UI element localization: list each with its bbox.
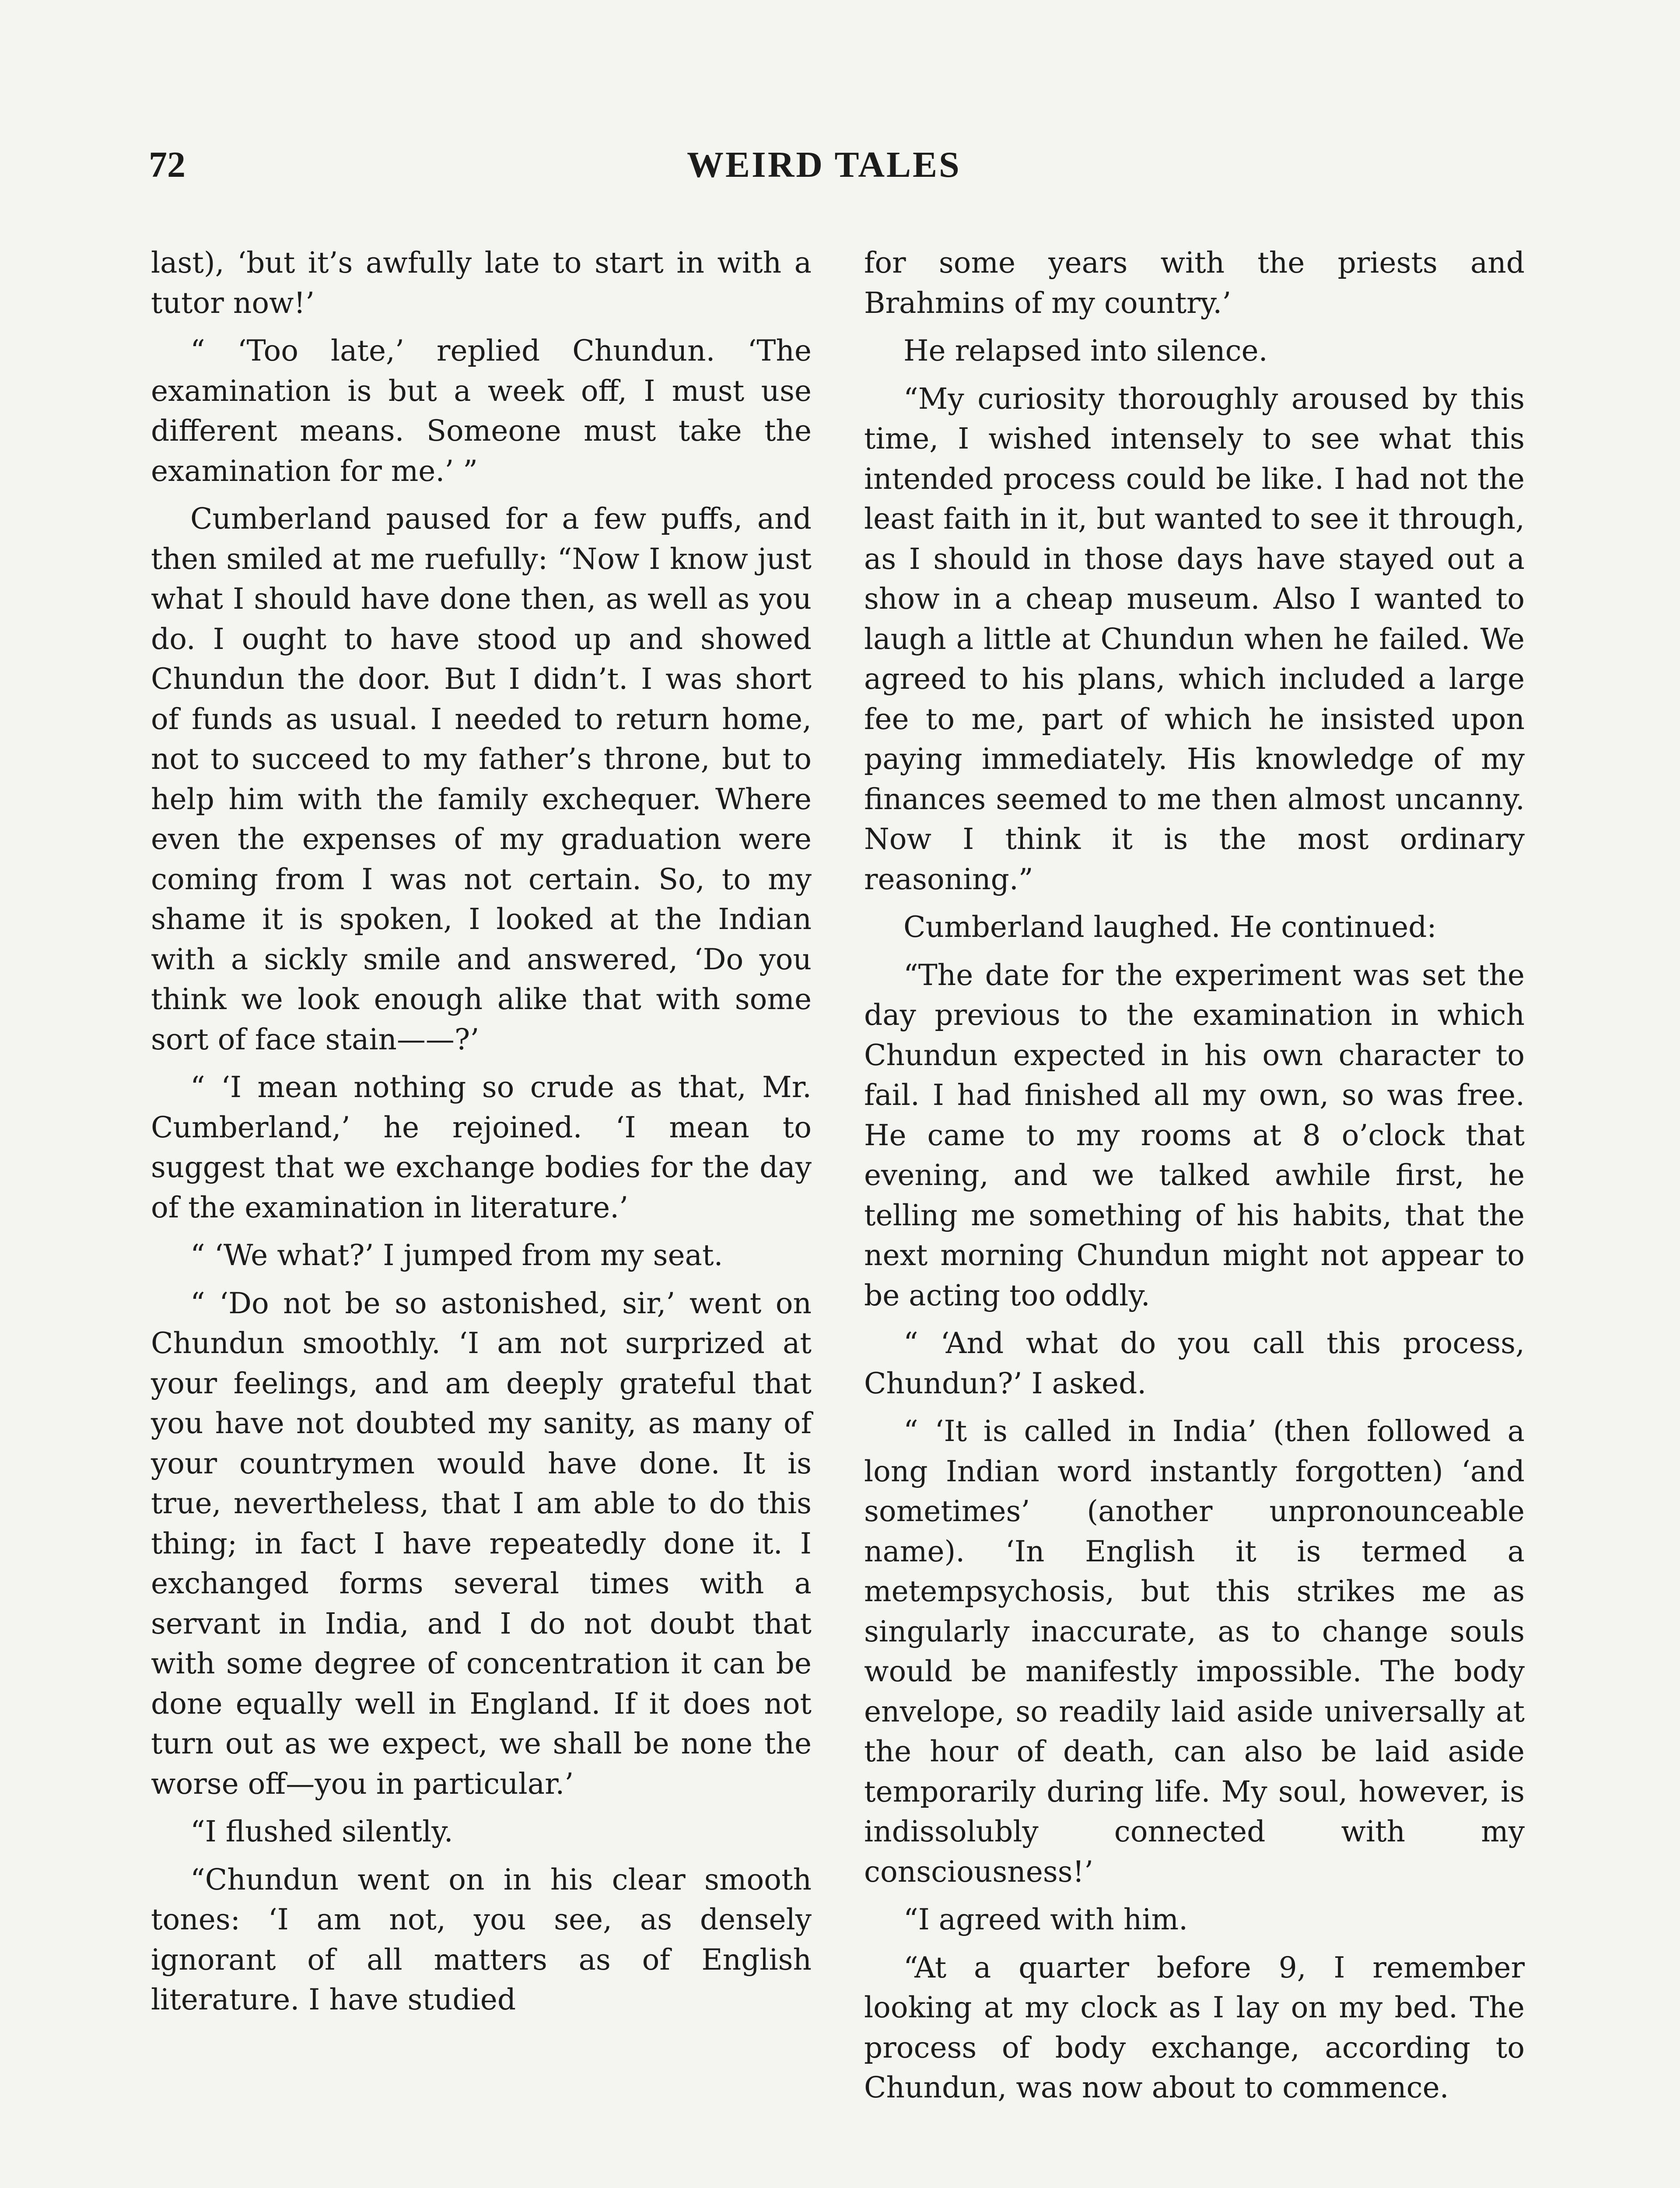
paragraph: He relapsed into silence. bbox=[903, 334, 1268, 368]
paragraph: “My curiosity thoroughly aroused by this time, I wished intensely to see what this intended process could be like. I had not the least faith in it, but wanted to see it through, as I should in those days have stayed out a show in a cheap museum. Also I wanted to laugh a little at Chundun when he failed. We agreed to his plans, which included a large fee to me, part of which he insisted upon paying immediately. His knowledge of my finances seemed to me then almost uncanny. Now I think it is the most ordinary reasoning.” bbox=[864, 382, 1525, 896]
paragraph: Cumberland paused for a few puffs, and then smiled at me ruefully: “Now I know just what I should have done then, as well as you do. I ought to have stood up and showed Chundun the door. But I didn’t. I was short of funds as usual. I needed to return home, not to succeed to my father’s throne, but to help him with the family exchequer. Where even the expenses of my graduation were coming from I was not certain. So, to my shame it is spoken, I looked at the Indian with a sickly smile and answered, ‘Do you think we look enough alike that with some sort of face stain——?’ bbox=[151, 502, 812, 1056]
left-column bbox=[151, 243, 812, 2028]
paragraph: “ ‘Too late,’ replied Chundun. ‘The examination is but a week off, I must use different means. Someone must take the examination for me.’ ” bbox=[151, 334, 812, 488]
page-number: 72 bbox=[149, 144, 186, 185]
paragraph: “ ‘And what do you call this process, Chundun?’ I asked. bbox=[864, 1326, 1525, 1400]
paragraph: “ ‘I mean nothing so crude as that, Mr. Cumberland,’ he rejoined. ‘I mean to suggest that we exchange bodies for the day of the examination in literature.’ bbox=[151, 1070, 812, 1224]
paragraph: “At a quarter before 9, I remember looking at my clock as I lay on my bed. The process of body exchange, according to Chundun, was now about to commence. bbox=[864, 1950, 1525, 2104]
paragraph: “ ‘It is called in India’ (then followed a long Indian word instantly forgotten) ‘and sometimes’ (another unpronounceable name). ‘In English it is termed a metempsychosis, but this strikes me as singularly inaccurate, as to change souls would be manifestly impossible. The body envelope, so readily laid aside universally at the hour of death, can also be laid aside temporarily during life. My soul, however, is indissolubly connected with my consciousness!’ bbox=[864, 1414, 1525, 1889]
paragraph: “ ‘We what?’ I jumped from my seat. bbox=[190, 1238, 723, 1272]
page-header bbox=[149, 141, 1527, 193]
paragraph: “The date for the experiment was set the day previous to the examination in which Chundun expected in his own character to fail. I had finished all my own, so was free. He came to my rooms at 8 o’clock that evening, and we talked awhile first, he telling me something of his habits, that the next morning Chundun might not appear to be acting too oddly. bbox=[864, 958, 1525, 1312]
paragraph: “Chundun went on in his clear smooth tones: ‘I am not, you see, as densely ignorant of all matters as of English literature. I have studied bbox=[151, 1862, 812, 2016]
paragraph: “I agreed with him. bbox=[903, 1903, 1188, 1936]
paragraph: “ ‘Do not be so astonished, sir,’ went on Chundun smoothly. ‘I am not surprized at your feelings, and am deeply grateful that you have not doubted my sanity, as many of your countrymen would have done. It is true, nevertheless, that I am able to do this thing; in fact I have repeatedly done it. I exchanged forms several times with a servant in India, and I do not doubt that with some degree of concentration it can be done equally well in England. If it does not turn out as we expect, we shall be none the worse off—you in particular.’ bbox=[151, 1286, 812, 1801]
right-column bbox=[864, 243, 1525, 2116]
running-title: WEIRD TALES bbox=[687, 144, 961, 185]
paragraph: Cumberland laughed. He continued: bbox=[903, 910, 1437, 944]
paragraph: last), ‘but it’s awfully late to start in with a tutor now!’ bbox=[151, 246, 812, 320]
paragraph: “I flushed silently. bbox=[190, 1815, 453, 1848]
paragraph: for some years with the priests and Brahmins of my country.’ bbox=[864, 246, 1525, 320]
